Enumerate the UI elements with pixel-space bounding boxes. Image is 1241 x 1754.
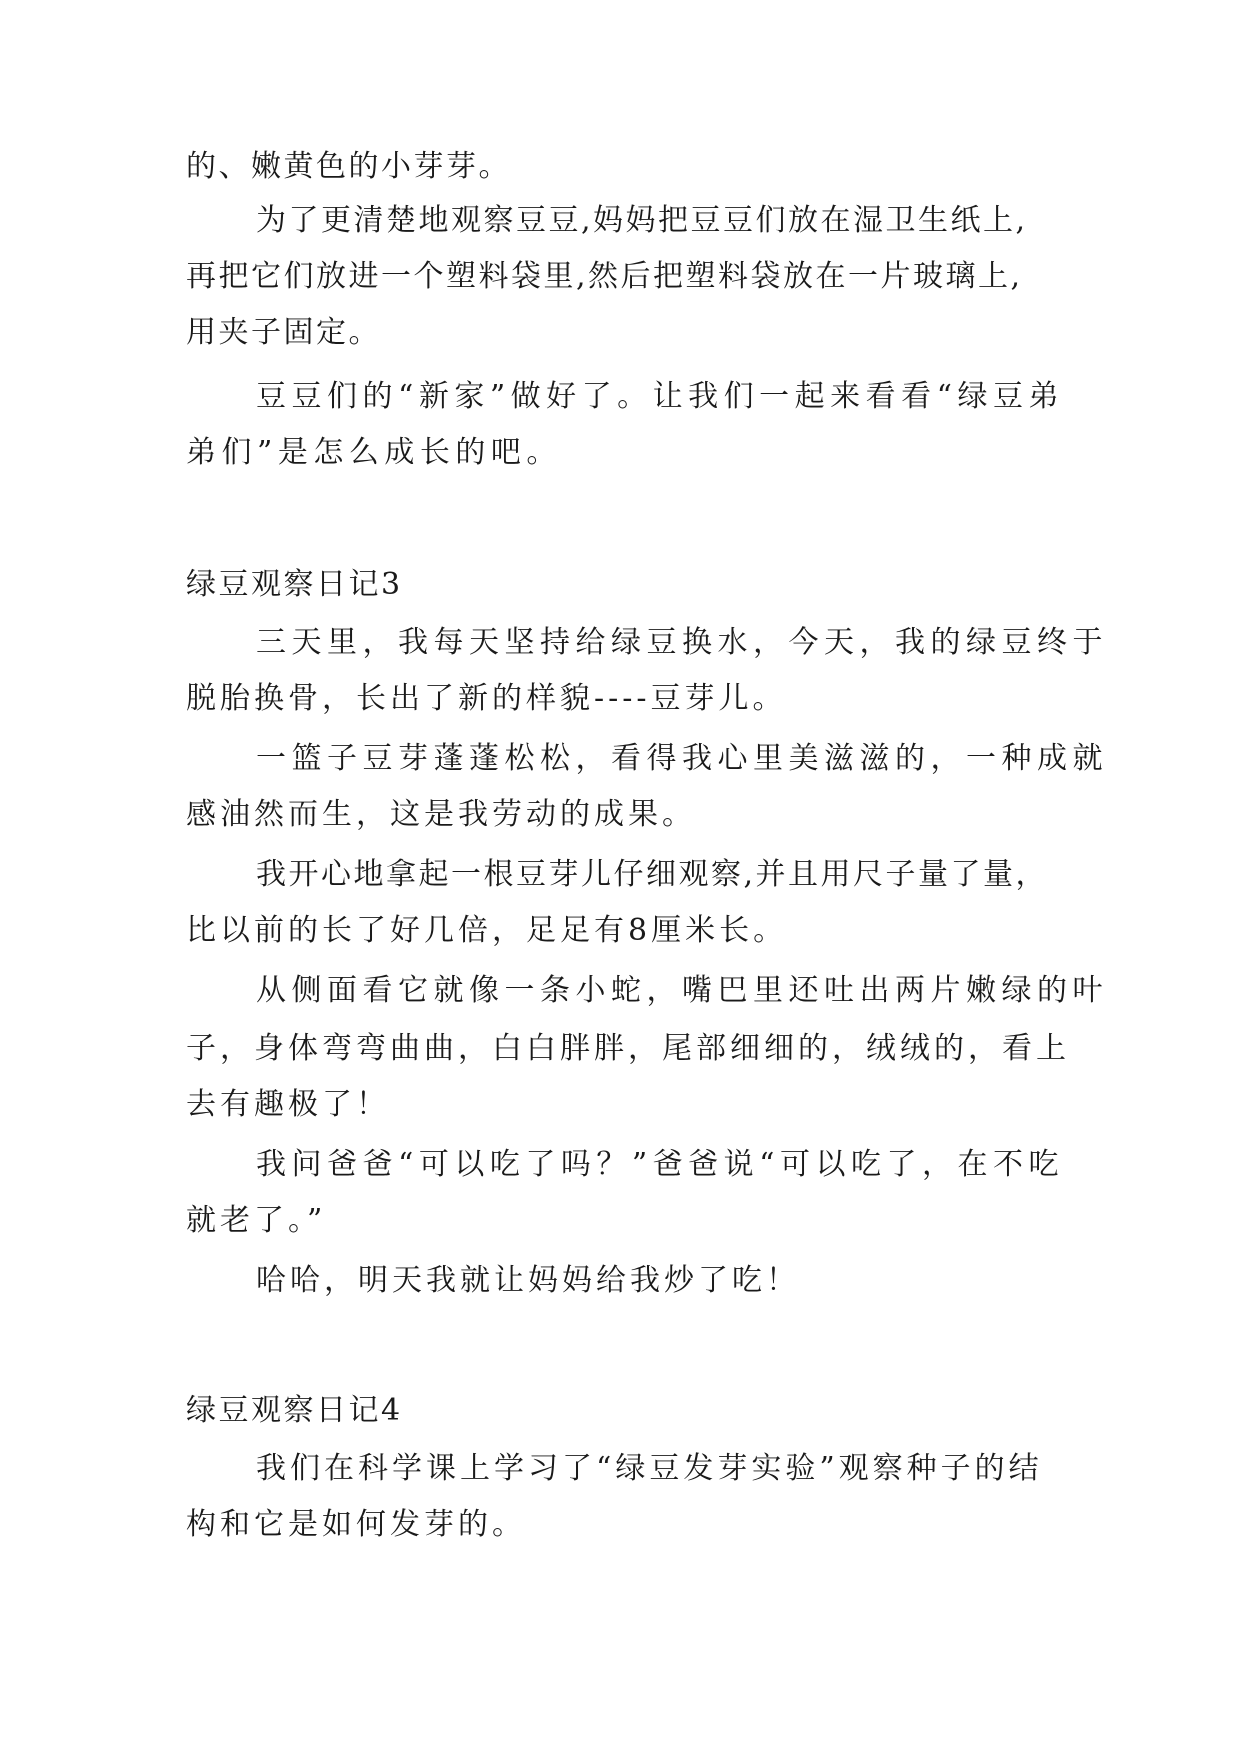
paragraph-line: 去有趣极了！: [186, 1087, 390, 1122]
paragraph-line: 比以前的长了好几倍，足足有8厘米长。: [186, 913, 788, 948]
paragraph-line: 脱胎换骨，长出了新的样貌----豆芽儿。: [186, 681, 787, 716]
paragraph-line: 的、嫩黄色的小芽芽。: [186, 149, 511, 184]
paragraph-line: 从侧面看它就像一条小蛇，嘴巴里还吐出两片嫩绿的叶: [256, 973, 1108, 1008]
paragraph-line: 为了更清楚地观察豆豆,妈妈把豆豆们放在湿卫生纸上,: [256, 203, 1028, 238]
paragraph-line: 三天里，我每天坚持给绿豆换水，今天，我的绿豆终于: [256, 625, 1108, 660]
paragraph-line: 构和它是如何发芽的。: [186, 1507, 526, 1542]
paragraph-line: 我们在科学课上学习了“绿豆发芽实验”观察种子的结: [256, 1451, 1043, 1486]
paragraph-line: 一篮子豆芽蓬蓬松松，看得我心里美滋滋的，一种成就: [256, 741, 1108, 776]
paragraph-line: 感油然而生，这是我劳动的成果。: [186, 797, 696, 832]
paragraph-line: 再把它们放进一个塑料袋里,然后把塑料袋放在一片玻璃上,: [186, 259, 1023, 294]
paragraph-line: 就老了。”: [186, 1203, 327, 1238]
paragraph-line: 弟们”是怎么成长的吧。: [186, 435, 562, 470]
paragraph-line: 子，身体弯弯曲曲，白白胖胖，尾部细细的，绒绒的，看上: [186, 1031, 1070, 1066]
paragraph-line: 豆豆们的“新家”做好了。让我们一起来看看“绿豆弟: [256, 379, 1065, 414]
section-heading: 绿豆观察日记3: [186, 567, 403, 602]
paragraph-line: 哈哈，明天我就让妈妈给我炒了吃！: [256, 1263, 800, 1298]
paragraph-line: 用夹子固定。: [186, 315, 381, 350]
paragraph-line: 我问爸爸“可以吃了吗？”爸爸说“可以吃了，在不吃: [256, 1147, 1065, 1182]
paragraph-line: 我开心地拿起一根豆芽儿仔细观察,并且用尺子量了量，: [256, 857, 1049, 892]
section-heading: 绿豆观察日记4: [186, 1393, 403, 1428]
